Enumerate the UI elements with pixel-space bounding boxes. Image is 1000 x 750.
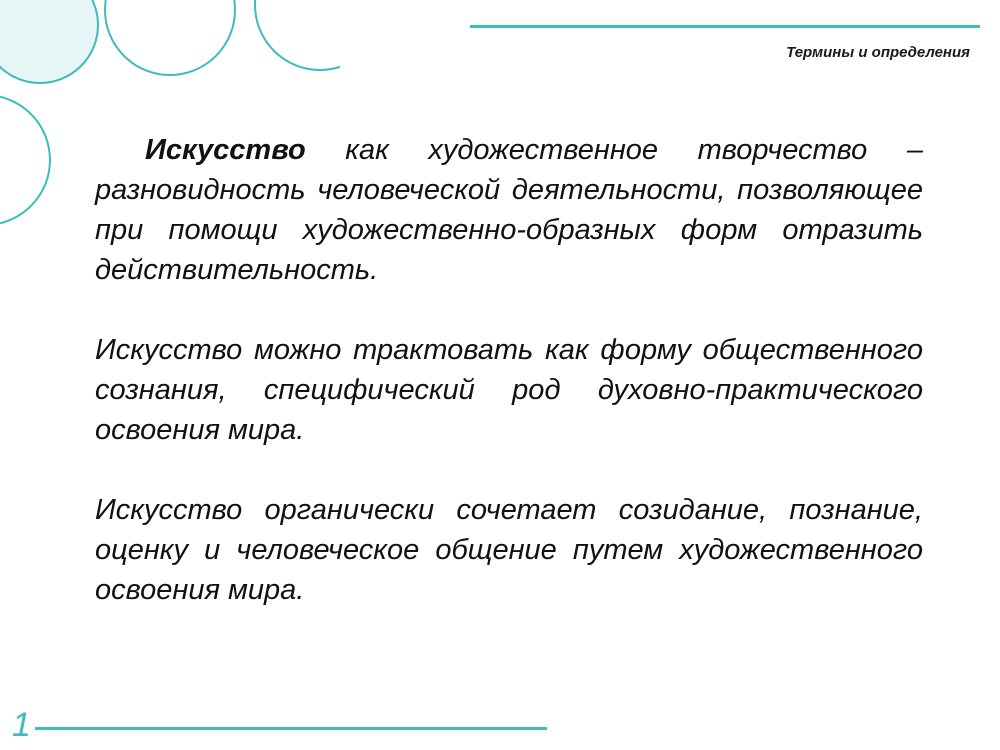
footer-divider [35, 727, 547, 730]
definition-paragraph [95, 130, 923, 290]
decor-circle-3 [255, 0, 340, 70]
decor-circle-1 [0, 0, 98, 83]
decor-circle-2 [105, 0, 235, 75]
term-highlight: Искусство [145, 134, 306, 166]
decor-circle-4 [0, 95, 50, 225]
page-number: 1 [12, 706, 31, 744]
slide-body [95, 130, 923, 610]
paragraph-2: Искусство можно трактовать как форму общественного сознания, специфический род духовно-практического освоения мира. [95, 334, 923, 446]
definition-text: как художественное творчество – разновидность человеческой деятельности, позволяющее при помощи художественно-образных форм отразить действительность. [95, 134, 923, 286]
header-divider [470, 25, 980, 28]
paragraph-3: Искусство органически сочетает созидание, познание, оценку и человеческое общение путем художественного освоения мира. [95, 494, 923, 606]
slide-header-title: Термины и определения [786, 44, 970, 61]
